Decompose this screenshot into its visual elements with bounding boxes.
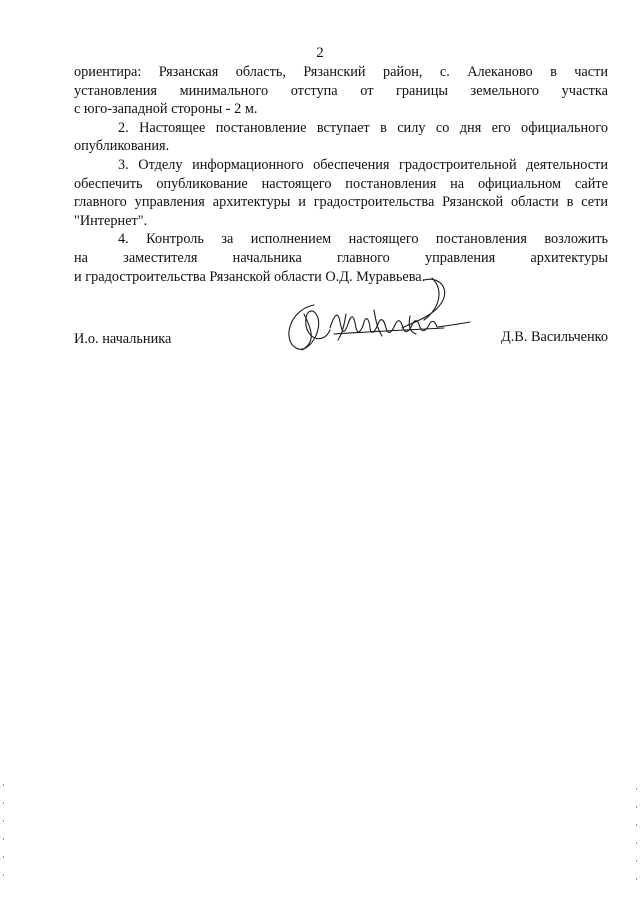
text-line: опубликования. (74, 138, 170, 155)
scan-edge-marks (2, 780, 5, 890)
text-line: 3. Отделу информационного обеспечения градостроительной деятельности (118, 156, 608, 173)
paragraph-3 (74, 156, 608, 230)
text-line: ориентира: Рязанская область, Рязанский район, с. Алеканово в части (74, 64, 608, 80)
document-body (74, 63, 608, 286)
text-line: главного управления архитектуры и градостроительства Рязанской области в сети (74, 194, 608, 211)
signer-name: Д.В. Васильченко (500, 329, 608, 345)
scan-edge-marks (635, 780, 638, 890)
text-line: 2. Настоящее постановление вступает в силу со дня его официального (118, 119, 608, 136)
signer-title: И.о. начальника (74, 331, 172, 347)
text-line: с юго-западной стороны - 2 м. (74, 101, 258, 118)
text-line: обеспечить опубликование настоящего постановления на официальном сайте (74, 175, 608, 192)
text-line: 4. Контроль за исполнением настоящего постановления возложить (118, 231, 608, 248)
paragraph-2 (74, 119, 608, 156)
text-line: на заместителя начальника главного управления архитектуры (74, 249, 608, 266)
text-line: "Интернет". (74, 212, 148, 229)
text-line: и градостроительства Рязанской области О.Д. Муравьева. (74, 268, 426, 285)
signature-block (74, 300, 608, 380)
handwritten-signature-icon (274, 270, 474, 370)
text-line: установления минимального отступа от границы земельного участка (74, 82, 608, 99)
paragraph-orientir (74, 63, 608, 119)
page-number: 2 (316, 45, 324, 61)
